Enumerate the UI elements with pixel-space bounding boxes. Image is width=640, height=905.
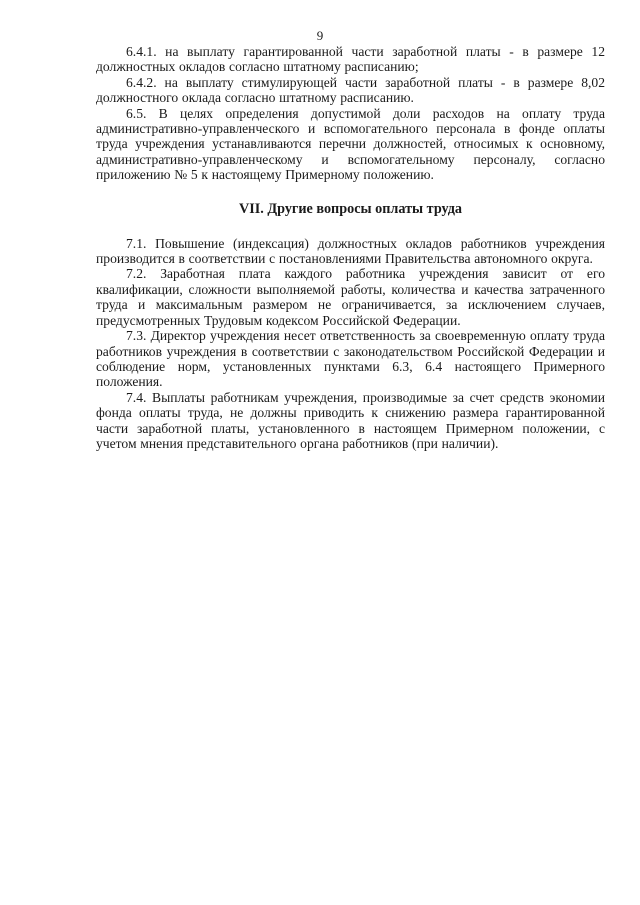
document-body: [96, 44, 605, 451]
paragraph-7-3: 7.3. Директор учреждения несет ответственность за своевременную оплату труда работников учреждения в соответствии с законодательством Российской Федерации и соблюдение норм, установленных пунктами 6.3, 6.4 настоящего Примерного положения.: [96, 328, 605, 390]
paragraph-7-1: 7.1. Повышение (индексация) должностных окладов работников учреждения производится в соответствии с постановлениями Правительства автономного округа.: [96, 235, 605, 267]
section-heading-vii: VII. Другие вопросы оплаты труда: [238, 200, 462, 217]
paragraph-7-4: 7.4. Выплаты работникам учреждения, производимые за счет средств экономии фонда оплаты труда, не должны приводить к снижению размера гарантированной части заработной платы, установленного в настоящем Примерном положении, с учетом мнения представительного органа работников (при наличии).: [96, 389, 605, 451]
paragraph-7-2: 7.2. Заработная плата каждого работника учреждения зависит от его квалификации, сложности выполняемой работы, количества и качества затраченного труда и максимальным размером не ограничивается, за исключением случаев, предусмотренных Трудовым кодексом Российской Федерации.: [96, 266, 605, 328]
paragraph-6-4-2: 6.4.2. на выплату стимулирующей части заработной платы - в размере 8,02 должностного оклада согласно штатному расписанию.: [96, 74, 605, 106]
paragraph-6-4-1: 6.4.1. на выплату гарантированной части заработной платы - в размере 12 должностных окладов согласно штатному расписанию;: [96, 44, 605, 75]
paragraph-6-5: 6.5. В целях определения допустимой доли расходов на оплату труда административно-управленческого и вспомогательного персонала в фонде оплаты труда учреждения устанавливаются перечни должностей, относимых к основному, административно-управленческому и вспомогательному персоналу, согласно приложению № 5 к настоящему Примерному положению.: [96, 105, 605, 183]
page-number: 9: [316, 28, 324, 43]
